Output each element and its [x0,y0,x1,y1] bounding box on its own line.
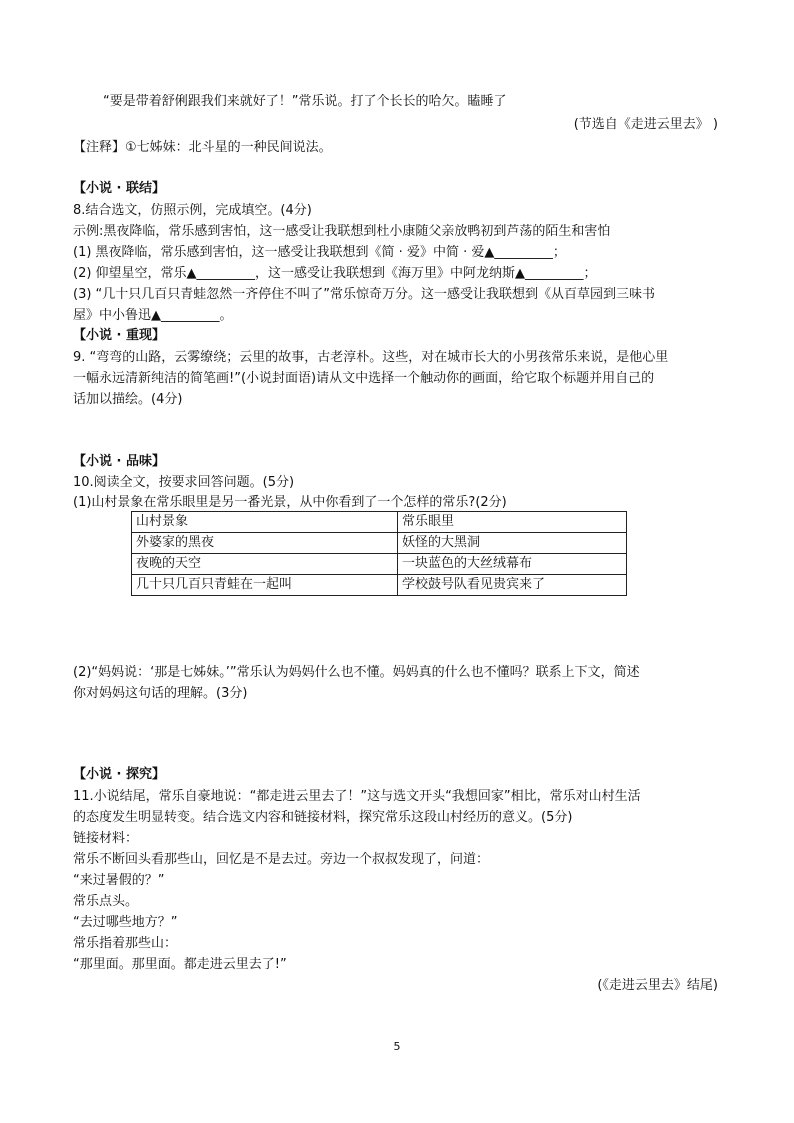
table-row [132,554,627,575]
q8-item-3b: 屋》中小鲁迅▲_________。 [73,308,233,323]
table-header-row [132,512,627,533]
q11-material-line: 常乐不断回头看那些山，回忆是不是去过。旁边一个叔叔发现了，问道： [73,852,490,867]
q11-material-label: 链接材料： [73,831,139,846]
q9-line-2: 一幅永远清新纯洁的简笔画!”(小说封面语)请从文中选择一个触动你的画面，给它取个标题并用自己的 [73,371,655,386]
q8-heading: 【小说 · 联结】 [73,181,165,196]
q10-sub-2a: (2)“妈妈说：‘那是七姊妹。’”常乐认为妈妈什么也不懂。妈妈真的什么也不懂吗？联系上下文，简述 [73,665,640,680]
table-cell: 一块蓝色的大丝绒幕布 [398,554,627,575]
q11-material-line: “来过暑假的？” [73,873,165,888]
excerpt-line: “要是带着舒俐跟我们来就好了！”常乐说。打了个长长的哈欠。瞌睡了 [103,94,507,109]
q11-material-line: 常乐指着那些山： [73,936,178,951]
table-cell: 学校鼓号队看见贵宾来了 [398,575,627,596]
q11-material-line: “去过哪些地方？” [73,915,178,930]
q11-line-2: 的态度发生明显转变。结合选文内容和链接材料，探究常乐这段山村经历的意义。(5分) [73,810,573,825]
table-header-cell: 常乐眼里 [398,512,627,533]
q9-line-3: 话加以描绘。(4分) [73,392,183,407]
excerpt-source: (节选自《走进云里去》 ) [573,117,718,132]
q10-sub-1: (1)山村景象在常乐眼里是另一番光景，从中你看到了一个怎样的常乐?(2分) [73,495,507,510]
scene-table [131,511,627,596]
table-header-cell: 山村景象 [132,512,398,533]
q8-example: 示例:黑夜降临，常乐感到害怕，这一感受让我联想到杜小康随父亲放鸭初到芦荡的陌生和害怕 [73,224,611,239]
q8-item-1: (1) 黑夜降临，常乐感到害怕，这一感受让我联想到《简 · 爱》中简 · 爱▲_________； [73,245,566,260]
q8-prompt: 8.结合选文，仿照示例，完成填空。(4分) [73,203,312,218]
excerpt-note: 【注释】①七姊妹：北斗星的一种民间说法。 [73,140,332,155]
q9-heading: 【小说 · 重现】 [73,328,165,343]
table-cell: 外婆家的黑夜 [132,533,398,554]
q11-line-1: 11.小说结尾，常乐自豪地说：“都走进云里去了！”这与选文开头“我想回家”相比，常乐对山村生活 [73,789,641,804]
q10-heading: 【小说 · 品味】 [73,454,165,469]
table-row [132,575,627,596]
q11-material-line: “那里面。那里面。都走进云里去了!” [73,957,287,972]
q10-sub-2b: 你对妈妈这句话的理解。(3分) [73,686,248,701]
table-cell: 几十只几百只青蛙在一起叫 [132,575,398,596]
q11-material-line: 常乐点头。 [73,894,139,909]
q9-line-1: 9. “弯弯的山路，云雾缭绕；云里的故事，古老淳朴。这些，对在城市长大的小男孩常乐来说，是他心里 [73,350,669,365]
table-row [132,533,627,554]
q8-item-3a: (3) “几十只几百只青蛙忽然一齐停住不叫了”常乐惊奇万分。这一感受让我联想到《从百草园到三味书 [73,287,656,302]
q11-source: (《走进云里去》结尾) [597,978,718,993]
q11-heading: 【小说 · 探究】 [73,767,165,782]
q10-prompt: 10.阅读全文，按要求回答问题。(5分) [73,475,295,490]
page-number: 5 [393,1040,401,1053]
table-cell: 夜晚的天空 [132,554,398,575]
q8-item-2: (2) 仰望星空，常乐▲_________，这一感受让我联想到《海万里》中阿龙纳斯▲_________； [73,266,597,281]
table-cell: 妖怪的大黑洞 [398,533,627,554]
